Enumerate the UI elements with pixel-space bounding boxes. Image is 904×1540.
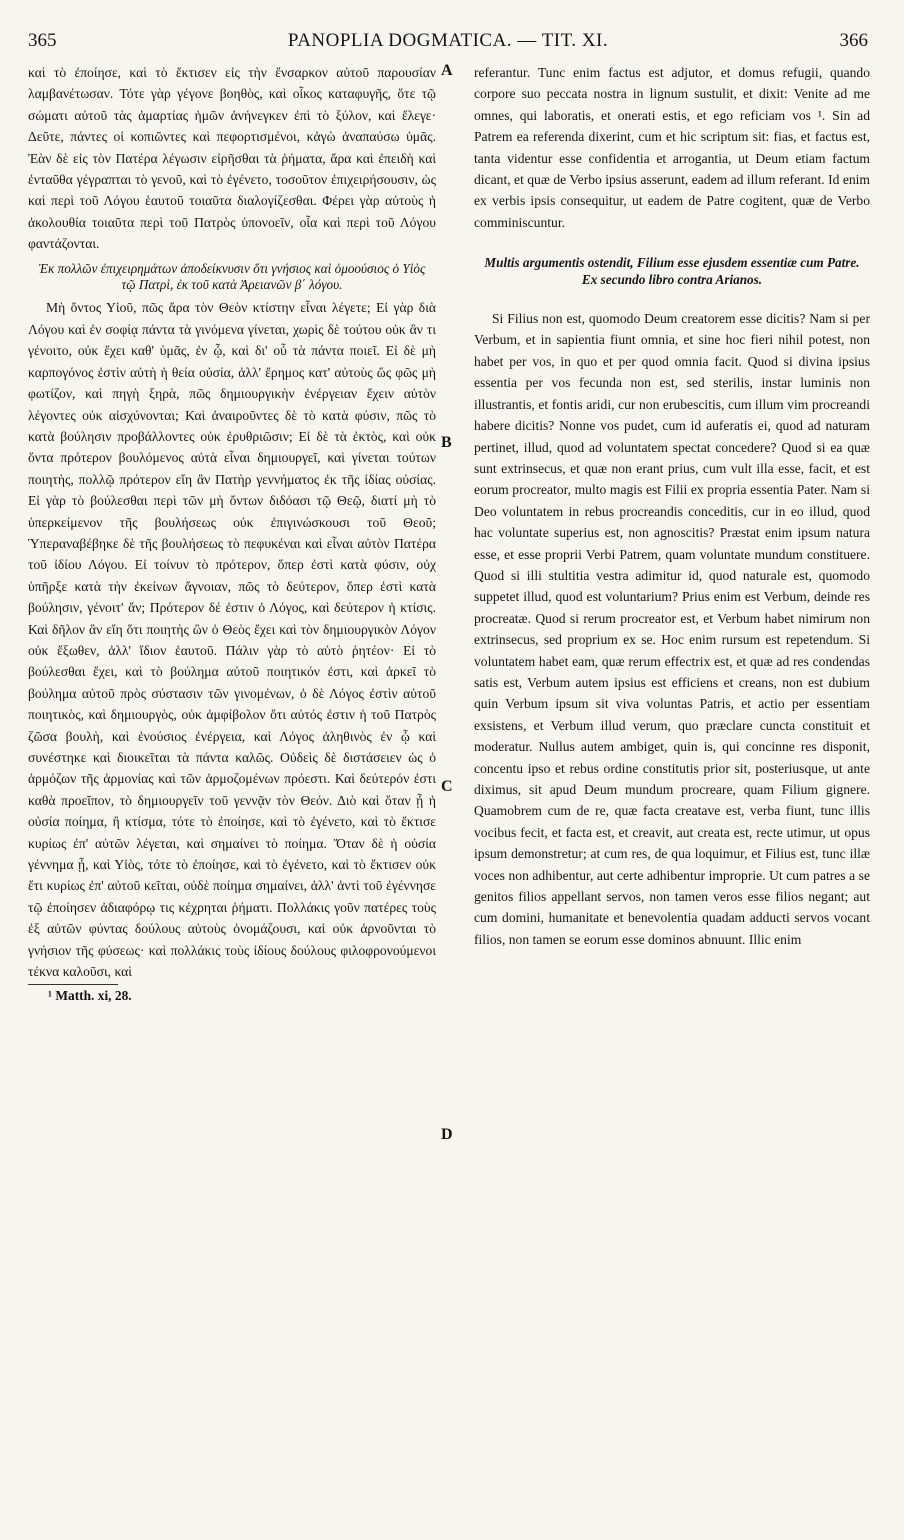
greek-paragraph-2: Μὴ ὄντος Υἱοῦ, πῶς ἄρα τὸν Θεὸν κτίστην εἶναι λέγετε; Εἰ γὰρ διὰ Λόγου καὶ ἐν σοφίᾳ πάντα τὰ γινόμενα γίνεται, χωρὶς δὲ τούτου οὐκ ἂν τι γένοιτο, οὐκ ἔχει καθ' ὑμᾶς, ἐν ᾧ, καὶ δι' οὗ τὰ πάντα ποιεῖ. Εἰ δὲ μὴ καρπογόνος ἐστὶν αὐτὴ ἡ θεία οὐσία, ἀλλ' ἔρημος κατ' αὐτοὺς ὥς φῶς μὴ φωτίζον, καὶ πηγὴ ξηρὰ, πῶς δημιουργικὴν ἐνέργειαν ἔχειν αὐτὸν λέγοντες οὐκ αἰσχύνονται; Καὶ ἀναιροῦντες δὲ τὸ κατὰ φύσιν, πῶς τὸ κατὰ βούλησιν προβάλλοντες οὐκ ἐρυθριῶσιν; Εἰ δὲ τὰ ἐκτὸς, καὶ οὐκ ὄντα πρότερον βουλόμενος αὐτὰ εἶναι δημιουργεῖ, καὶ γίνεται τούτων ποιητὴς, πολλῷ πρότερον εἴη ἂν Πατὴρ γεννήματος ἐκ τῆς ἰδίας οὐσίας. Εἰ γὰρ τὸ βούλεσθαι περὶ τῶν μὴ ὄντων διδόασι τῷ Θεῷ, διατί μὴ τὸ ὑπερκείμενον τῆς βουλήσεως οὐκ ἐπιγινώσκουσι τοῦ Θεοῦ; Ὑπεραναβέβηκε δὲ τῆς βουλήσεως τὸ πεφυκέναι καὶ εἶναι αὐτὸν Πατέρα τοῦ ἰδίου Λόγου. Εἰ τοίνυν τὸ πρότερον, ὅπερ ἐστὶ κατὰ φύσιν, οὐχ ὑπῆρξε κατὰ τὴν ἐκείνων ἄγνοιαν, πῶς τὸ δεύτερον, ὅπερ ἐστὶ κατὰ βούλησιν, γένοιτ' ἄν; Πρότερον δέ ἐστιν ὁ Λόγος, καὶ δεύτερον ἡ κτίσις. Καὶ δῆλον ἂν εἴη ὅτι ποιητὴς ὢν ὁ Θεὸς ἔχει καὶ τὸν δημιουργικὸν Λόγον οὐκ ἔξωθεν, ἀλλ' ἴδιον ἑαυτοῦ. Πάλιν γὰρ τὸ αὐτὸ ῥητέον· Εἰ τὸ βούλεσθαι ἔχει, καὶ τὸ βούλημα αὐτοῦ ποιητικόν ἐστι, καὶ ἀρκεῖ τὸ βούλημα αὐτοῦ πρὸς σύστασιν τῶν γινομένων, ὁ δὲ Λόγος ἐστὶν αὐτοῦ ποιητικὸς, καὶ δημιουργὸς, οὐκ ἀμφίβολον ὅτι αὐτός ἐστιν ἡ τοῦ Πατρὸς ζῶσα βουλὴ, καὶ ἐνούσιος ἐνέργεια, καὶ Λόγος ἀληθινὸς ἐν ᾧ καὶ συνέστηκε καὶ διοικεῖται τὰ πάντα καλῶς. Οὐδεὶς δὲ διστάσειεν ὡς ὁ ἁρμόζων τῆς ἁρμονίας καὶ τῶν ἁρμοζομένων πρόεστι. Καὶ δεύτερόν ἐστι καθὰ προεῖπον, τὸ δημιουργεῖν τοῦ γεννᾷν τὸν Θεόν. Διὸ καὶ ὅταν ᾖ ἡ οὐσία ποίημα, ἢ κτίσμα, τότε τὸ ἐποίησε, καὶ τὸ ἐγένετο, καὶ τὸ ἔκτισε κυρίως ἐπ' αὐτῶν λέγεται, καὶ σημαίνει τὸ ποίημα. Ὅταν δὲ ἡ οὐσία γέννημα ᾖ, καὶ Υἱὸς, τότε τὸ ἐποίησε, καὶ τὸ ἐγένετο, καὶ τὸ ἔκτισεν οὐκ ἔτι κυρίως ἐπ' αὐτοῦ κεῖται, οὐδὲ ποίημα σημαίνει, ἀλλ' ἀντὶ τοῦ ἐγέννησε τῷ ἐποίησεν ἀδιαφόρῳ τις κέχρηται ῥήματι. Πολλάκις γοῦν πατέρες τοὺς ἐξ αὐτῶν φύντας δούλους αὐτοὺς ὀνομάζουσι, καὶ οὐκ ἀρνοῦνται τὸ γνήσιον τῆς φύσεως· καὶ πολλάκις τοὺς ἰδίους δούλους φιλοφρονούμενοι τέκνα καλοῦσι, καὶ <box>28 300 436 980</box>
footnote: ¹ Matth. xi, 28. <box>48 988 132 1004</box>
margin-marker-b: B <box>441 434 452 451</box>
latin-column <box>474 62 870 950</box>
page-number-left: 365 <box>28 30 57 51</box>
footnote-rule <box>28 984 118 985</box>
latin-paragraph-2: Si Filius non est, quomodo Deum creatorem esse dicitis? Nam si per Verbum, et in sapientia fiunt omnia, et sine hoc fieri nihil potest, non habet per vos, in quo et per quod omnia facit. Quod si divina ipsius essentia per vos fecunda non est, sed sterilis, instar luminis non illustrantis, et fontis aridi, cur non erubescitis, cum illum vim procreandi habere dicitis? Nonne vos pudet, cum id auferatis ei, quod ad naturam pertinet, illud, quod ad voluntatem spectat concedere? Quod si ea quæ sunt extrinsecus, et quæ non erant prius, cum vult illa esse, facit, et est eorum procreator, multo magis est Filii ex propria essentia Pater. Nam si Deo voluntatem in rebus procreandis conceditis, cur in eo illud, quod hac voluntate superius est, non agnoscitis? Præstat enim ipsum natura esse, et esse proprii Verbi Patrem, quam voluntate mundum constituere. Quod si illi stultitia vestra adimitur id, quod naturale est, quomodo suppetet illud, quod est voluntarium? Prius enim est Verbum, deinde res procreatæ. Quod si rerum procreator est, et Verbum habet nimirum non extrinsecus, sed proprium ex se. Hoc enim rursum est repetendum. Si voluntatem habet eam, quæ rerum effectrix est, et quæ ad res condendas satis est, Verbum autem ipsius est efficiens et creans, non est dubium quin Verbum ipsum sit viva voluntas Patris, et actio per essentiam exsistens, et Verbum illud verum, quo præclare cuncta constituit et moderatur. Nullus autem ambiget, quin is, qui concinne res disponit, concentu ipso et rebus ordine constitutis prior sit, posteriusque, ut ante diximus, sit apud Deum mundum procreare, quam Filium gignere. Quamobrem cum de re, quæ facta creatave est, verba fiunt, tunc illis vocibus fecit, et facta est, et creavit, aut creata est, recte utimur, ut opus ipsum demonstretur; at cum res, de qua loquimur, et Filius est, tunc illæ voces non adhibentur, aut certe adhibentur improprie. Ut cum patres a se genitos filios appellant servos, non tamen veros esse filios negant; aut cum domini, humanitate et benevolentia quadam adducti servos vocant filios, non tamen se eorum esse dominos abnuunt. Illic enim <box>474 311 870 947</box>
page-number-right: 366 <box>839 30 868 51</box>
page-header <box>28 30 868 56</box>
margin-marker-c: C <box>441 778 453 795</box>
greek-column <box>28 62 436 1005</box>
latin-section-heading: Multis argumentis ostendit, Filium esse ejusdem essentiæ cum Patre. Ex secundo libro contra Arianos. <box>484 255 860 287</box>
greek-paragraph-1: καὶ τὸ ἐποίησε, καὶ τὸ ἔκτισεν εἰς τὴν ἔνσαρκον αὐτοῦ παρουσίαν λαμβανέτωσαν. Τότε γὰρ γέγονε βοηθὸς, καὶ οἶκος καταφυγῆς, ὅτε τῷ σώματι αὐτοῦ τὰς ἁμαρτίας ἡμῶν ἀνήνεγκεν ἐπὶ τὸ ξύλον, καὶ ἔλεγε· Δεῦτε, πάντες οἱ κοπιῶντες καὶ πεφορτισμένοι, κἀγὼ ἀναπαύσω ὑμᾶς. Ἐὰν δὲ εἰς τὸν Πατέρα λέγωσιν εἰρῆσθαι τὰ ῥήματα, ἄρα καὶ ἐπειδὴ καὶ ἐνταῦθα γέγραπται τὸ γενοῦ, καὶ τὸ ἐγένετο, τοσοῦτον ἐπιχειρήσουσιν, ὡς καὶ περὶ τοῦ Λόγου ἑαυτοῦ τοιαῦτα διαλογίζεσθαι. Φέρει γὰρ αὐτοὺς ἡ ἀκολουθία τοιαῦτα περὶ τοῦ Πατρὸς ὑπονοεῖν, οἷα καὶ περὶ τοῦ Λόγου φαντάζονται. <box>28 65 436 252</box>
running-title: PANOPLIA DOGMATICA. — TIT. XI. <box>287 30 609 51</box>
greek-section-heading: Ἐκ πολλῶν ἐπιχειρημάτων ἀποδείκνυσιν ὅτι γνήσιος καὶ ὁμοούσιος ὁ Υἱὸς τῷ Πατρὶ, ἐκ τοῦ κατὰ Ἀρειανῶν β΄ λόγου. <box>38 260 426 293</box>
margin-marker-d: D <box>441 1126 453 1143</box>
margin-marker-a: A <box>441 62 453 79</box>
latin-paragraph-1: referantur. Tunc enim factus est adjutor, et domus refugii, quando corpore suo peccata nostra in lignum sustulit, et dixit: Venite ad me omnes, qui laboratis, et onerati estis, et ego reficiam vos ¹. Sin ad Patrem ea referenda dixerint, cum et hic scriptum sit: fias, et factus est, tanta videntur esse confidentia et arrogantia, ut Deum etiam factum dicant, et quæ de Verbo ipsius asserunt, eadem ad illum referant. Id enim ex verbis ipsis consequitur, ut eadem de Patre cogitent, quæ de Verbo comminiscuntur. <box>474 65 870 230</box>
